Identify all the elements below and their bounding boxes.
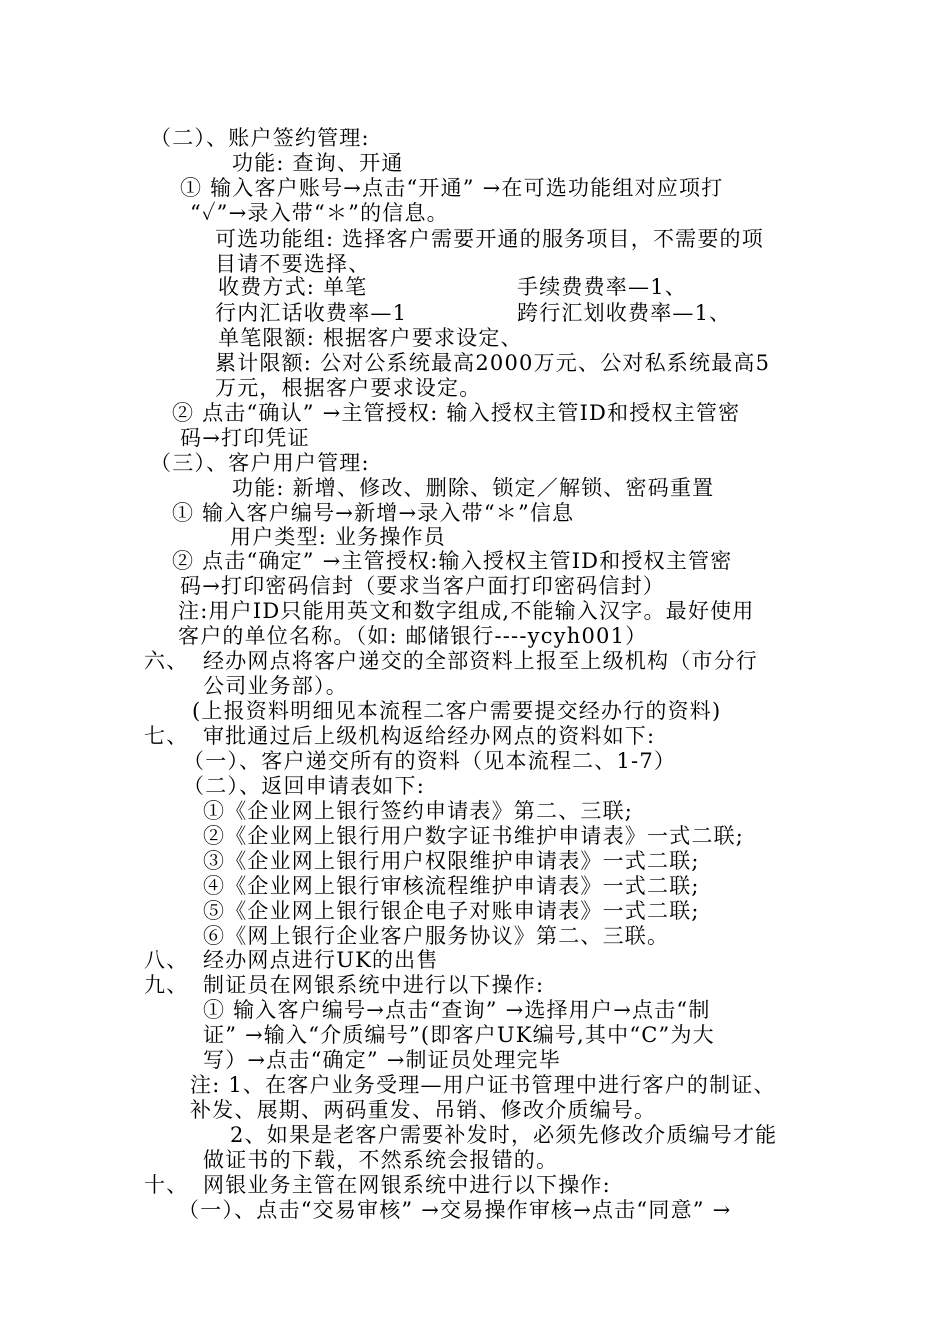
function-line: 功能: 新增、修改、删除、锁定／解锁、密码重置 — [232, 476, 715, 500]
section-title: （二）、账户签约管理: — [150, 126, 370, 150]
note-line: 客户的单位名称。（如: 邮储银行----ycyh001） — [178, 624, 648, 648]
option-line: 目请不要选择、 — [215, 252, 371, 276]
step-line: 证” →输入“介质编号”(即客户UK编号,其中“C”为大 — [203, 1023, 715, 1047]
step-line: 码→打印密码信封（要求当客户面打印密码信封） — [180, 574, 665, 598]
form-item: ①《企业网上银行签约申请表》第二、三联; — [203, 799, 634, 823]
step-line: ① 输入客户账号→点击“开通” →在可选功能组对应项打 — [180, 176, 724, 200]
section-number: 六、 — [144, 649, 189, 673]
inbank-rate: 行内汇话收费率—1 — [215, 301, 408, 325]
form-item: ③《企业网上银行用户权限维护申请表》一式二联; — [203, 849, 700, 873]
user-type: 用户类型: 业务操作员 — [230, 525, 446, 549]
section-number: 七、 — [144, 724, 189, 748]
step-line: ① 输入客户编号→点击“查询” →选择用户→点击“制 — [203, 998, 711, 1022]
note-line: 补发、展期、两码重发、吊销、修改介质编号。 — [190, 1098, 657, 1122]
fee-method: 收费方式: 单笔 — [218, 275, 368, 299]
total-limit: 累计限额: 公对公系统最高2000万元、公对私系统最高5 — [215, 351, 771, 375]
note-line: 注: 1、在客户业务受理—用户证书管理中进行客户的制证、 — [190, 1073, 776, 1097]
section-number: 八、 — [144, 948, 189, 972]
step-line: 码→打印凭证 — [180, 426, 310, 450]
fee-rate: 手续费费率—1、 — [517, 275, 687, 299]
section-number: 九、 — [144, 973, 189, 997]
note-line: 注:用户ID只能用英文和数字组成,不能输入汉字。最好使用 — [178, 599, 755, 623]
form-item: ⑥《网上银行企业客户服务协议》第二、三联。 — [203, 924, 670, 948]
section-title: （三）、客户用户管理: — [150, 451, 370, 475]
section-number: 十、 — [144, 1173, 189, 1197]
single-limit: 单笔限额: 根据客户要求设定、 — [218, 326, 523, 350]
paragraph-line: 公司业务部）。 — [203, 674, 348, 698]
form-item: ④《企业网上银行审核流程维护申请表》一式二联; — [203, 874, 700, 898]
section-title: 制证员在网银系统中进行以下操作: — [203, 973, 545, 997]
step-line: 写）→点击“确定” →制证员处理完毕 — [203, 1048, 561, 1072]
option-line: 可选功能组: 选择客户需要开通的服务项目，不需要的项 — [215, 227, 764, 251]
note-line: 2、如果是老客户需要补发时，必须先修改介质编号才能 — [230, 1123, 778, 1147]
paragraph-line: 经办网点将客户递交的全部资料上报至上级机构（市分行 — [203, 649, 758, 673]
subsection-line: （一）、点击“交易审核” →交易操作审核→点击“同意” → — [178, 1198, 732, 1222]
form-item: ②《企业网上银行用户数字证书维护申请表》一式二联; — [203, 824, 745, 848]
total-limit: 万元，根据客户要求设定。 — [215, 376, 482, 400]
subsection-line: （二）、返回申请表如下: — [183, 774, 425, 798]
form-item: ⑤《企业网上银行银企电子对账申请表》一式二联; — [203, 899, 700, 923]
step-line: ① 输入客户编号→新增→录入带“＊”信息 — [172, 501, 575, 525]
section-title: 经办网点进行UK的出售 — [203, 948, 439, 972]
subsection-line: （一）、客户递交所有的资料（见本流程二、1-7） — [183, 749, 677, 773]
note-line: 做证书的下载，不然系统会报错的。 — [203, 1148, 559, 1172]
crossbank-rate: 跨行汇划收费率—1、 — [517, 301, 732, 325]
paragraph-line: (上报资料明细见本流程二客户需要提交经办行的资料) — [192, 699, 722, 723]
section-title: 网银业务主管在网银系统中进行以下操作: — [203, 1173, 611, 1197]
step-line: “✓”→录入带“＊”的信息。 — [190, 201, 449, 225]
function-line: 功能: 查询、开通 — [232, 151, 404, 175]
section-title: 审批通过后上级机构返给经办网点的资料如下: — [203, 724, 656, 748]
step-line: ② 点击“确认” →主管授权: 输入授权主管ID和授权主管密 — [172, 401, 741, 425]
step-line: ② 点击“确定” →主管授权:输入授权主管ID和授权主管密 — [172, 549, 733, 573]
